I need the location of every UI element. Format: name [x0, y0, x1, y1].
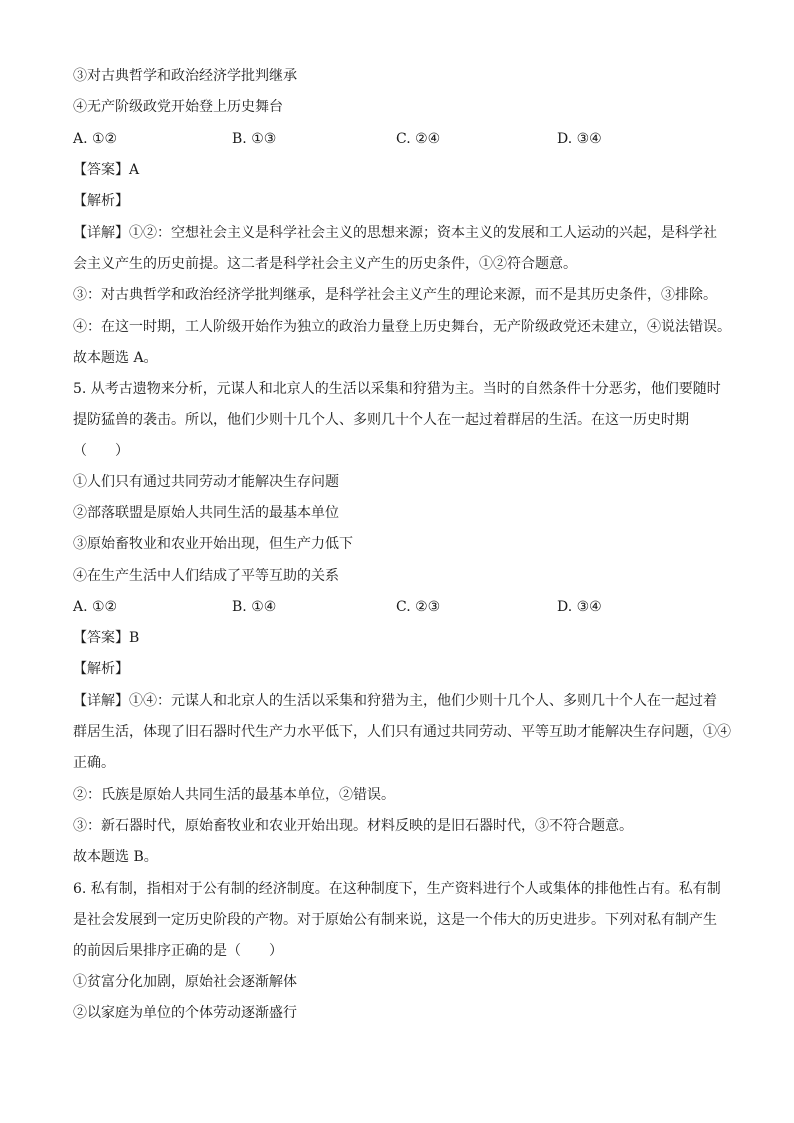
- q5-detail-line: ②：氏族是原始人共同生活的最基本单位，②错误。: [73, 787, 395, 803]
- q4-statement-3: ③对古典哲学和政治经济学批判继承: [73, 68, 297, 84]
- q5-detail-line: 群居生活，体现了旧石器时代生产力水平低下，人们只有通过共同劳动、平等互助才能解决生存问题，①④: [73, 724, 731, 740]
- q5-detail-line: 【详解】①④：元谋人和北京人的生活以采集和狩猎为主，他们少则十几个人、多则几十个人在一起过着: [73, 693, 717, 709]
- q5-statement: ②部落联盟是原始人共同生活的最基本单位: [73, 505, 339, 521]
- q5-statement: ①人们只有通过共同劳动才能解决生存问题: [73, 474, 339, 490]
- q5-statement: ③原始畜牧业和农业开始出现，但生产力低下: [73, 536, 353, 552]
- q4-detail-line: 故本题选 A。: [73, 350, 158, 366]
- q5-statement: ④在生产生活中人们结成了平等互助的关系: [73, 568, 339, 584]
- q4-detail-line: ④：在这一时期，工人阶级开始作为独立的政治力量登上历史舞台，无产阶级政党还未建立，④说法错误。: [73, 319, 731, 335]
- q5-analysis-label: 【解析】: [73, 661, 129, 677]
- q4-option-b: B. ①③: [232, 131, 277, 147]
- q4-answer: 【答案】A: [73, 162, 140, 178]
- q6-stem-line: 是社会发展到一定历史阶段的产物。对于原始公有制来说，这是一个伟大的历史进步。下列对私有制产生: [73, 912, 717, 928]
- q6-statement: ①贫富分化加剧，原始社会逐渐解体: [73, 974, 297, 990]
- q6-statement: ②以家庭为单位的个体劳动逐渐盛行: [73, 1005, 297, 1021]
- q6-stem-line: 6. 私有制，指相对于公有制的经济制度。在这种制度下，生产资料进行个人或集体的排他性占有。私有制: [73, 881, 721, 897]
- q4-detail-line: 会主义产生的历史前提。这二者是科学社会主义产生的历史条件，①②符合题意。: [73, 256, 577, 272]
- q4-detail-line: ③：对古典哲学和政治经济学批判继承，是科学社会主义产生的理论来源，而不是其历史条件，③排除。: [73, 287, 717, 303]
- q5-answer: 【答案】B: [73, 630, 140, 646]
- q4-option-d: D. ③④: [557, 131, 602, 147]
- q5-detail-line: 故本题选 B。: [73, 849, 158, 865]
- q4-detail-line: 【详解】①②：空想社会主义是科学社会主义的思想来源；资本主义的发展和工人运动的兴起，是科学社: [73, 225, 717, 241]
- q4-option-c: C. ②④: [396, 131, 441, 147]
- q6-stem-line: 的前因后果排序正确的是（ ）: [73, 943, 283, 959]
- q4-statement-4: ④无产阶级政党开始登上历史舞台: [73, 99, 283, 115]
- q4-analysis-label: 【解析】: [73, 193, 129, 209]
- q5-option-b: B. ①④: [232, 599, 277, 615]
- q5-option-a: A. ①②: [73, 599, 118, 615]
- q4-option-a: A. ①②: [73, 131, 118, 147]
- q5-option-c: C. ②③: [396, 599, 441, 615]
- q5-detail-line: 正确。: [73, 755, 115, 771]
- q5-stem-line: 提防猛兽的袭击。所以，他们少则十几个人、多则几十个人在一起过着群居的生活。在这一历史时期: [73, 412, 689, 428]
- q5-stem-line: 5. 从考古遗物来分析，元谋人和北京人的生活以采集和狩猎为主。当时的自然条件十分恶劣，他们要随时: [73, 381, 721, 397]
- q5-detail-line: ③：新石器时代，原始畜牧业和农业开始出现。材料反映的是旧石器时代，③不符合题意。: [73, 818, 633, 834]
- q5-stem-blank: （ ）: [73, 443, 129, 459]
- q5-option-d: D. ③④: [557, 599, 602, 615]
